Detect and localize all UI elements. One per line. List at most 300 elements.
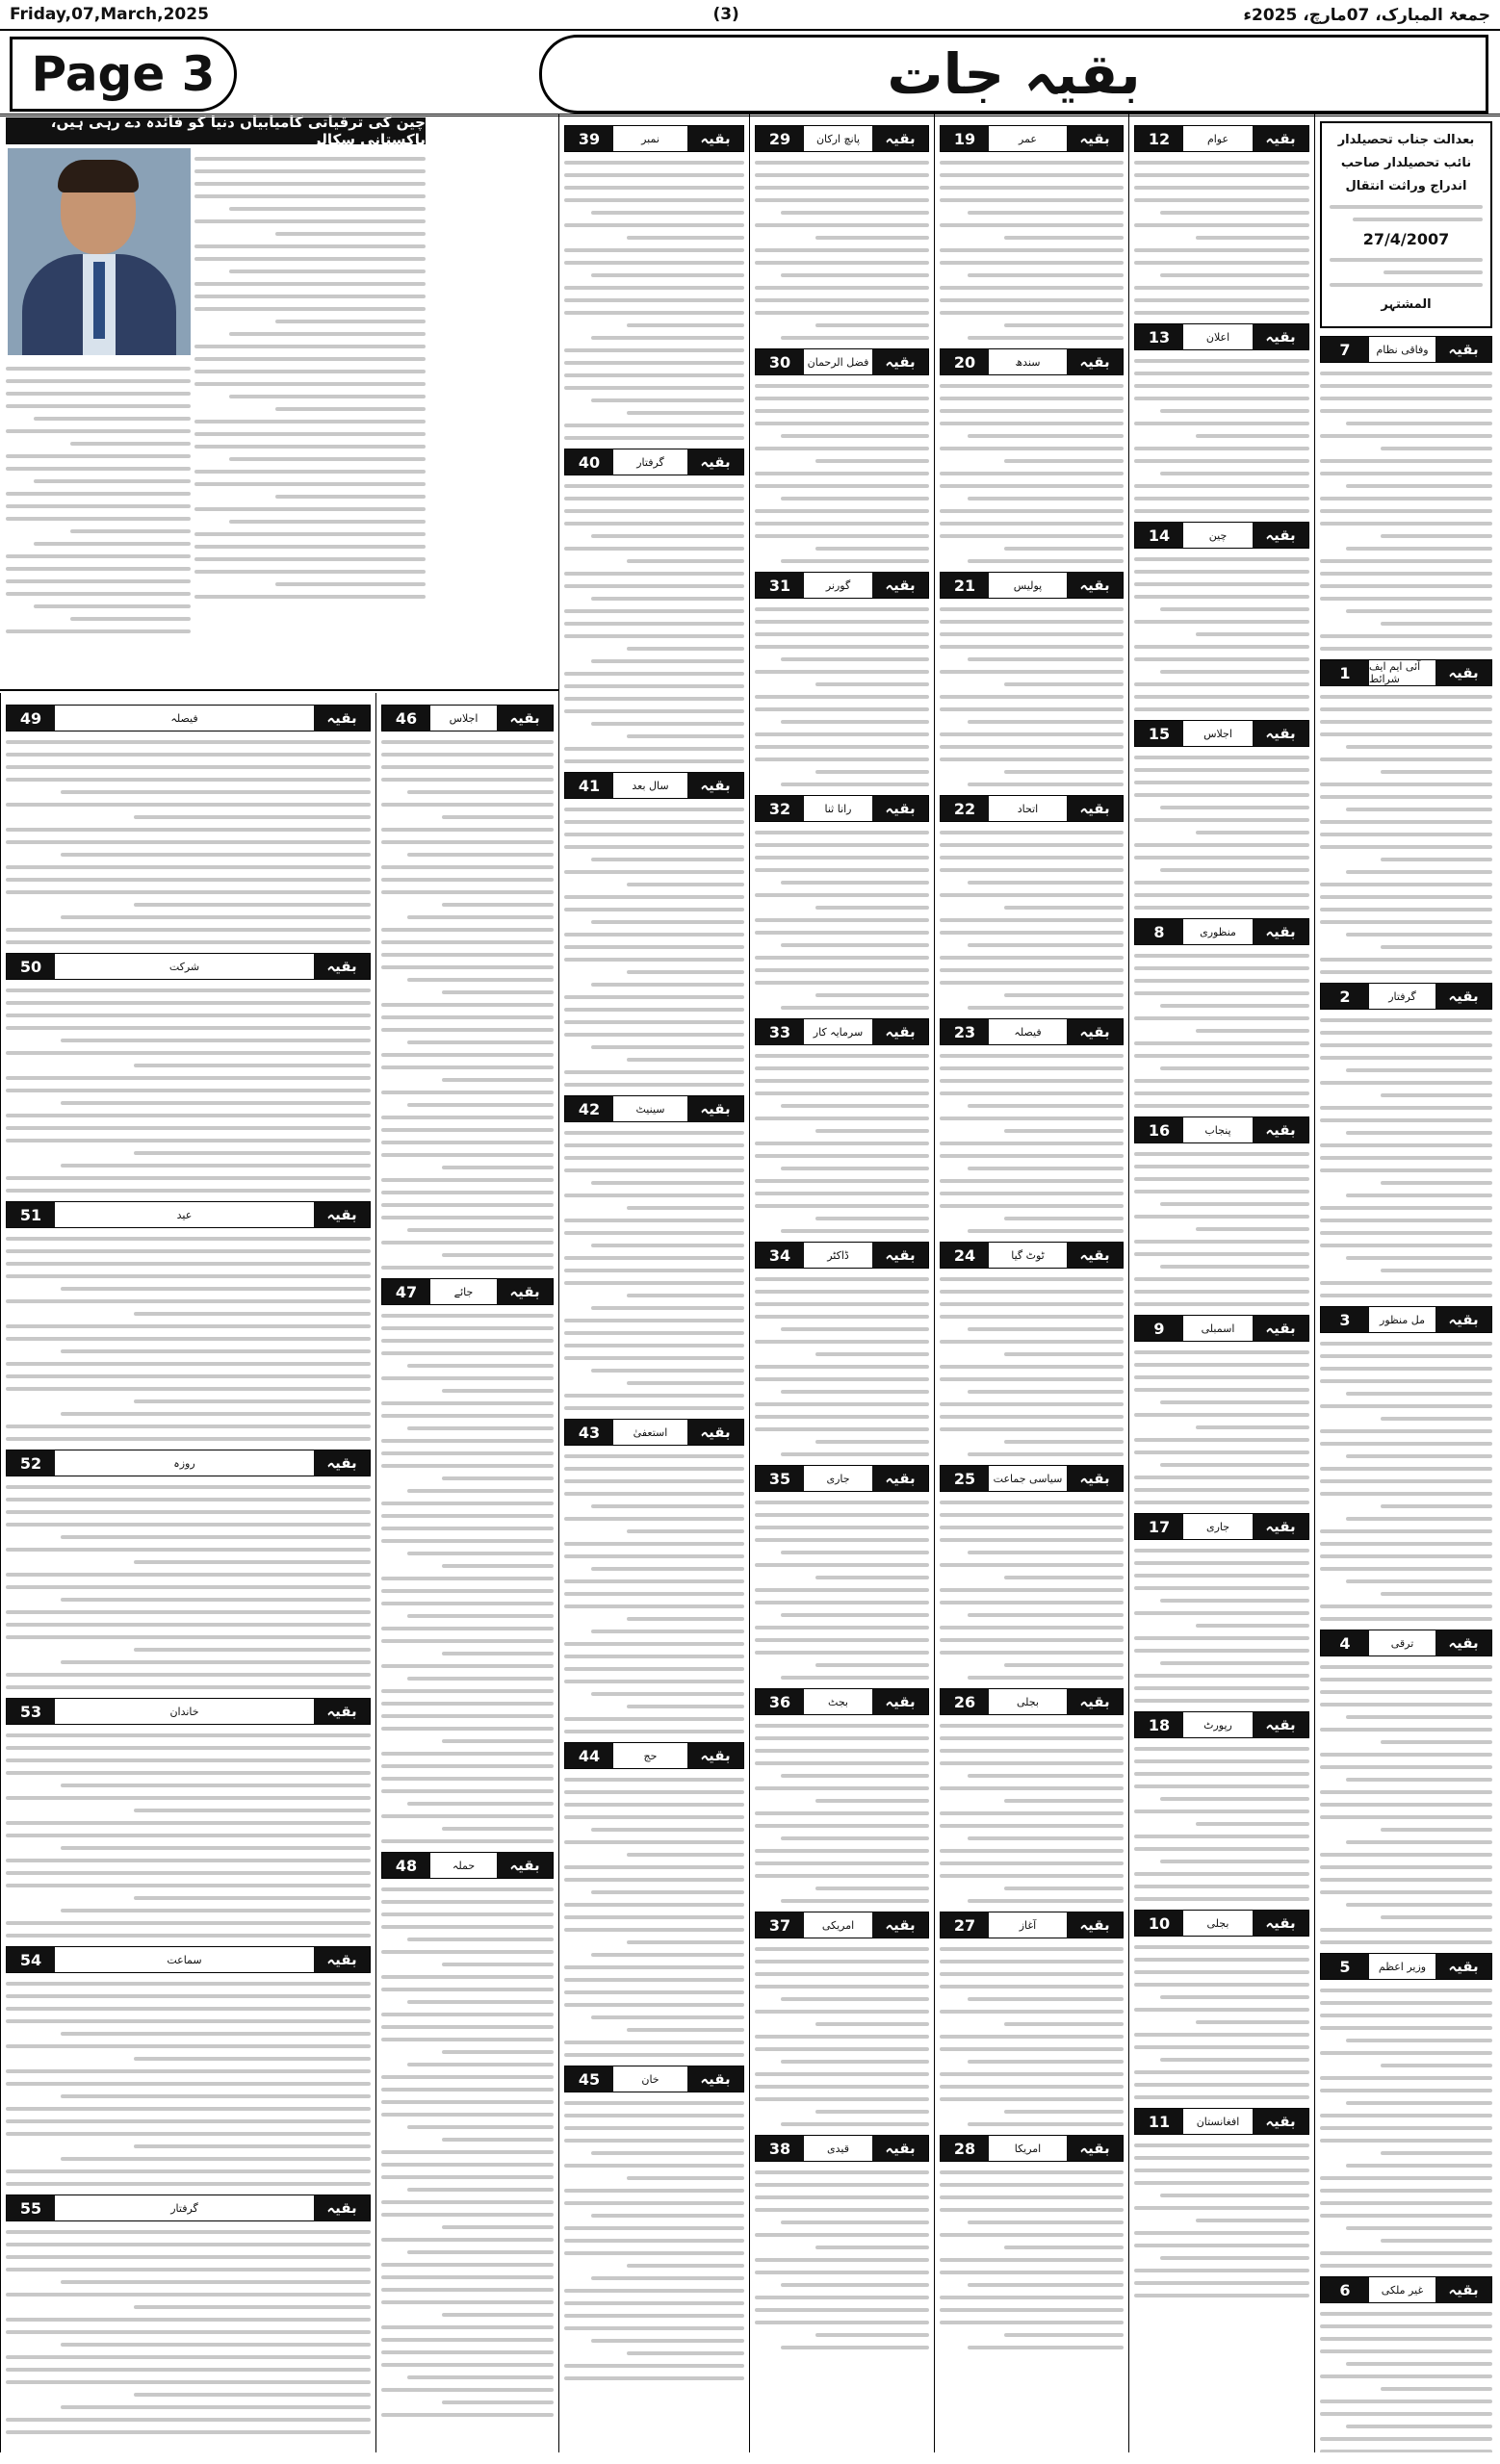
tag-label: بقیہ (1253, 1712, 1308, 1737)
tag-number: 51 (7, 1202, 55, 1227)
text-line (564, 820, 744, 824)
text-line (755, 868, 929, 872)
text-line (940, 248, 1124, 252)
tag-title: اجلاس (1203, 727, 1232, 740)
text-line (564, 2164, 744, 2168)
text-line (6, 1821, 371, 1825)
tag-label: بقیہ (687, 126, 743, 151)
text-line (381, 928, 554, 932)
text-line (755, 298, 929, 302)
text-line (381, 2088, 554, 2092)
tag-list (1320, 336, 1492, 2452)
text-line (564, 1680, 744, 1683)
text-line (1134, 1970, 1309, 1974)
text-line (755, 2010, 929, 2014)
tag-label: بقیہ (314, 2195, 370, 2220)
text-line (1346, 1068, 1492, 1072)
text-line (968, 497, 1124, 500)
text-line (781, 434, 929, 438)
text-line (1004, 1352, 1124, 1356)
text-line (1160, 1797, 1309, 1801)
text-line (381, 1577, 554, 1580)
text-line (1320, 958, 1492, 962)
text-line (755, 186, 929, 190)
tag-title: گورنر (825, 578, 851, 592)
text-line (381, 1639, 554, 1643)
tag-label: بقیہ (1435, 1954, 1491, 1979)
tag-title: سینیٹ (635, 1102, 665, 1116)
text-line (564, 1281, 744, 1285)
text-line (381, 2325, 554, 2329)
text-line (381, 1950, 554, 1954)
text-line (940, 1179, 1124, 1183)
text-line (564, 2101, 744, 2105)
tag-label: بقیہ (1253, 919, 1308, 944)
text-line (381, 1514, 554, 1518)
text-line (407, 1426, 554, 1430)
text-line (1134, 1649, 1309, 1653)
text-line (1134, 372, 1309, 375)
text-line (591, 722, 744, 726)
continuation-tag (564, 1095, 744, 1122)
text-line (940, 311, 1124, 315)
text-line (6, 1485, 371, 1489)
text-line (6, 1424, 371, 1428)
tag-label: بقیہ (1067, 126, 1123, 151)
text-line (564, 1915, 744, 1919)
tag-label: بقیہ (872, 126, 928, 151)
tag-title: فیصلہ (170, 711, 198, 725)
tag-label: بقیہ (1435, 660, 1491, 685)
text-line (1320, 2400, 1492, 2403)
text-line (755, 484, 929, 488)
text-line (940, 397, 1124, 400)
text-line (755, 1204, 929, 1208)
text-line (1134, 1784, 1309, 1788)
text-line (1346, 2101, 1492, 2105)
text-line (755, 956, 929, 960)
text-line (442, 1253, 554, 1257)
text-line (381, 1351, 554, 1355)
text-line (1346, 1715, 1492, 1719)
text-line (1320, 509, 1492, 513)
tag-title: جائے (453, 1285, 474, 1298)
text-line (6, 1510, 371, 1514)
tag-number: 11 (1135, 2109, 1183, 2134)
text-line (381, 1777, 554, 1781)
text-line (1134, 1152, 1309, 1156)
text-line (1320, 2437, 1492, 2441)
text-line (381, 840, 554, 844)
tag-label: بقیہ (872, 1689, 928, 1714)
text-line (6, 828, 371, 832)
text-line (564, 497, 744, 500)
text-line (1381, 1828, 1492, 1832)
text-line (1320, 1404, 1492, 1408)
text-line (968, 1167, 1124, 1170)
continuation-tag (1134, 918, 1309, 945)
text-line (591, 659, 744, 663)
text-line (134, 2144, 371, 2148)
text-line (755, 1811, 929, 1815)
text-line (1196, 632, 1309, 636)
text-line (564, 1579, 744, 1583)
text-line (968, 1006, 1124, 1010)
tag-number: 29 (756, 126, 804, 151)
text-line (1160, 868, 1309, 872)
text-line (940, 918, 1124, 922)
text-line (968, 1676, 1124, 1680)
tag-title: بجلی (1017, 1695, 1039, 1708)
text-line (755, 509, 929, 513)
text-line (1134, 1549, 1309, 1553)
column-4 (749, 114, 934, 2452)
text-line (61, 1349, 371, 1353)
continuation-tag (564, 2066, 744, 2092)
text-line (755, 1849, 929, 1853)
text-line (564, 1454, 744, 1458)
text-line (194, 295, 426, 298)
text-line (194, 345, 426, 348)
text-line (940, 931, 1124, 935)
text-line (940, 509, 1124, 513)
text-line (755, 397, 929, 400)
text-line (6, 1884, 371, 1887)
text-line (381, 878, 554, 882)
text-line (1320, 1206, 1492, 1210)
text-line (6, 1387, 371, 1391)
text-line (1160, 1066, 1309, 1070)
tag-title: ڈاکٹر (827, 1248, 849, 1262)
text-line (781, 1613, 929, 1617)
continuation-tag (755, 1688, 929, 1715)
continuation-tag (564, 1742, 744, 1769)
text-line (1320, 720, 1492, 724)
text-line (442, 2138, 554, 2142)
text-line (1346, 1840, 1492, 1844)
text-line (968, 336, 1124, 340)
text-line (627, 1529, 744, 1533)
text-line (968, 2283, 1124, 2287)
tag-label: بقیہ (1067, 1689, 1123, 1714)
text-line (564, 759, 744, 763)
text-line (407, 2188, 554, 2192)
text-line (1134, 1574, 1309, 1578)
feature-body (194, 148, 426, 687)
text-line (61, 1846, 371, 1850)
tag-number: 54 (7, 1947, 55, 1972)
text-line (407, 2250, 554, 2254)
text-line (755, 1513, 929, 1517)
tag-label: بقیہ (1067, 796, 1123, 821)
text-line (1196, 2219, 1309, 2222)
text-line (1160, 1661, 1309, 1665)
text-line (1134, 657, 1309, 661)
text-line (381, 2025, 554, 2029)
text-line (381, 1589, 554, 1593)
text-line (940, 1736, 1124, 1740)
text-line (940, 1302, 1124, 1306)
text-line (275, 232, 426, 236)
continuation-tag (940, 348, 1124, 375)
text-line (1004, 1576, 1124, 1579)
text-line (755, 707, 929, 711)
text-line (134, 1399, 371, 1403)
text-line (564, 995, 744, 999)
continuation-tag (1134, 522, 1309, 549)
date-english: Friday,07,March,2025 (10, 5, 209, 24)
text-line (940, 695, 1124, 699)
text-line (1160, 273, 1309, 277)
text-line (407, 1489, 554, 1493)
text-line (381, 1439, 554, 1443)
tag-title: وفاقی نظام (1376, 343, 1429, 356)
text-line (627, 1853, 744, 1857)
text-line (6, 567, 191, 571)
tag-title: اجلاس (449, 711, 478, 725)
text-line (1134, 2206, 1309, 2210)
text-line (940, 632, 1124, 636)
text-line (194, 194, 426, 198)
tag-label: بقیہ (1253, 126, 1308, 151)
text-line (6, 1114, 371, 1117)
text-line (194, 282, 426, 286)
tag-number: 24 (941, 1243, 989, 1268)
continuation-tag (940, 1912, 1124, 1938)
text-line (1134, 756, 1309, 759)
text-line (755, 620, 929, 624)
text-line (755, 1824, 929, 1828)
text-line (134, 815, 371, 819)
text-line (1134, 248, 1309, 252)
text-line (442, 1389, 554, 1393)
tag-title: غیر ملکی (1381, 2283, 1424, 2297)
text-line (1320, 1043, 1492, 1047)
text-line (407, 1040, 554, 1044)
text-line (591, 1890, 744, 1894)
tag-list (381, 705, 554, 2417)
text-line (564, 1730, 744, 1733)
text-line (781, 1774, 929, 1778)
text-line (1134, 1350, 1309, 1354)
continuation-tag (755, 572, 929, 599)
text-line (627, 559, 744, 563)
text-line (968, 1327, 1124, 1331)
text-line (564, 1156, 744, 1160)
text-line (6, 2243, 371, 2246)
text-line (1134, 1277, 1309, 1281)
continuation-tag (1320, 983, 1492, 1010)
text-line (591, 2015, 744, 2019)
text-line (61, 1784, 371, 1787)
text-line (34, 417, 191, 421)
text-line (1134, 1177, 1309, 1181)
text-line (564, 908, 744, 911)
text-line (61, 2405, 371, 2409)
text-line (1320, 1790, 1492, 1794)
text-line (6, 1189, 371, 1193)
text-line (229, 520, 426, 524)
text-line (627, 647, 744, 651)
text-line (968, 1390, 1124, 1394)
text-line (1346, 933, 1492, 937)
text-line (1196, 1227, 1309, 1231)
text-line (381, 890, 554, 894)
text-line (6, 1934, 371, 1938)
text-line (1134, 843, 1309, 847)
tag-number: 28 (941, 2136, 989, 2161)
text-line (194, 382, 426, 386)
tag-number: 10 (1135, 1911, 1183, 1936)
tag-number: 7 (1321, 337, 1369, 362)
text-line (627, 1381, 744, 1385)
text-line (442, 1476, 554, 1480)
text-line (564, 1667, 744, 1671)
text-line (1134, 1363, 1309, 1367)
text-line (1004, 682, 1124, 686)
text-line (1004, 547, 1124, 551)
text-line (968, 2122, 1124, 2126)
text-line (6, 517, 191, 521)
text-line (940, 298, 1124, 302)
tag-title: آغاز (1019, 1918, 1037, 1932)
text-line (968, 1229, 1124, 1233)
text-line (940, 1277, 1124, 1281)
tag-title: چین (1208, 528, 1228, 542)
text-line (1134, 2231, 1309, 2235)
text-line (6, 1262, 371, 1266)
text-line (564, 386, 744, 390)
text-line (940, 1824, 1124, 1828)
text-line (755, 931, 929, 935)
text-line (229, 457, 426, 461)
continuation-tag (381, 1852, 554, 1879)
tag-number: 31 (756, 573, 804, 598)
text-line (194, 595, 426, 599)
text-line (940, 286, 1124, 290)
text-line (6, 1623, 371, 1627)
tag-label: بقیہ (314, 1202, 370, 1227)
text-line (381, 1527, 554, 1530)
text-line (6, 2119, 371, 2123)
text-line (564, 2189, 744, 2193)
text-line (564, 2126, 744, 2130)
text-line (1320, 2189, 1492, 2193)
text-line (1320, 1703, 1492, 1707)
continuation-tag (940, 1018, 1124, 1045)
text-line (815, 770, 929, 774)
text-line (194, 357, 426, 361)
text-line (1134, 1699, 1309, 1703)
tag-number: 39 (565, 126, 613, 151)
text-line (627, 883, 744, 886)
text-line (755, 1091, 929, 1095)
text-line (6, 840, 371, 844)
continuation-tag (6, 953, 371, 980)
text-line (591, 336, 744, 340)
text-line (1381, 770, 1492, 774)
tag-number: 25 (941, 1466, 989, 1491)
text-line (381, 2263, 554, 2267)
text-line (940, 1427, 1124, 1431)
text-line (564, 1131, 744, 1135)
text-line (564, 895, 744, 899)
text-line (940, 620, 1124, 624)
tag-number: 4 (1321, 1630, 1369, 1656)
text-line (564, 2326, 744, 2330)
text-line (6, 1871, 371, 1875)
tag-label: بقیہ (872, 573, 928, 598)
text-line (1134, 1079, 1309, 1083)
text-line (564, 1033, 744, 1037)
text-line (134, 1151, 371, 1155)
text-line (1134, 1104, 1309, 1108)
text-line (940, 1091, 1124, 1095)
text-line (564, 286, 744, 290)
text-line (781, 1551, 929, 1554)
text-line (1320, 1118, 1492, 1122)
text-line (940, 2296, 1124, 2299)
text-line (407, 915, 554, 919)
text-line (564, 697, 744, 701)
text-line (755, 2208, 929, 2212)
text-line (755, 1972, 929, 1976)
text-line (1320, 970, 1492, 974)
text-line (591, 211, 744, 215)
text-line (564, 522, 744, 526)
text-line (1160, 1400, 1309, 1404)
text-line (940, 2010, 1124, 2014)
text-line (1320, 1379, 1492, 1383)
text-line (1320, 1765, 1492, 1769)
text-line (61, 1101, 371, 1105)
continuation-tag (1320, 336, 1492, 363)
text-line (1320, 1989, 1492, 1992)
text-line (1196, 2020, 1309, 2024)
text-line (1320, 2312, 1492, 2316)
text-line (781, 2346, 929, 2349)
text-line (940, 607, 1124, 611)
continuation-tag (755, 1912, 929, 1938)
text-line (407, 1802, 554, 1806)
text-line (381, 1203, 554, 1207)
text-line (381, 2338, 554, 2342)
text-line (61, 1660, 371, 1664)
text-line (6, 2368, 371, 2372)
continuation-tag (940, 2135, 1124, 2162)
text-line (1320, 883, 1492, 886)
text-line (1134, 173, 1309, 177)
text-line (1346, 1256, 1492, 1260)
text-line (781, 336, 929, 340)
text-line (1320, 1815, 1492, 1819)
tag-list (940, 125, 1124, 2349)
text-line (940, 868, 1124, 872)
text-line (61, 2094, 371, 2098)
text-line (968, 943, 1124, 947)
text-line (1160, 670, 1309, 674)
text-line (564, 609, 744, 613)
text-line (194, 182, 426, 186)
text-line (755, 173, 929, 177)
text-line (381, 1727, 554, 1731)
tag-title: حج (643, 1749, 658, 1762)
text-line (6, 467, 191, 471)
text-line (381, 1602, 554, 1605)
text-line (564, 1083, 744, 1087)
text-line (940, 1526, 1124, 1529)
text-line (1320, 2001, 1492, 2005)
